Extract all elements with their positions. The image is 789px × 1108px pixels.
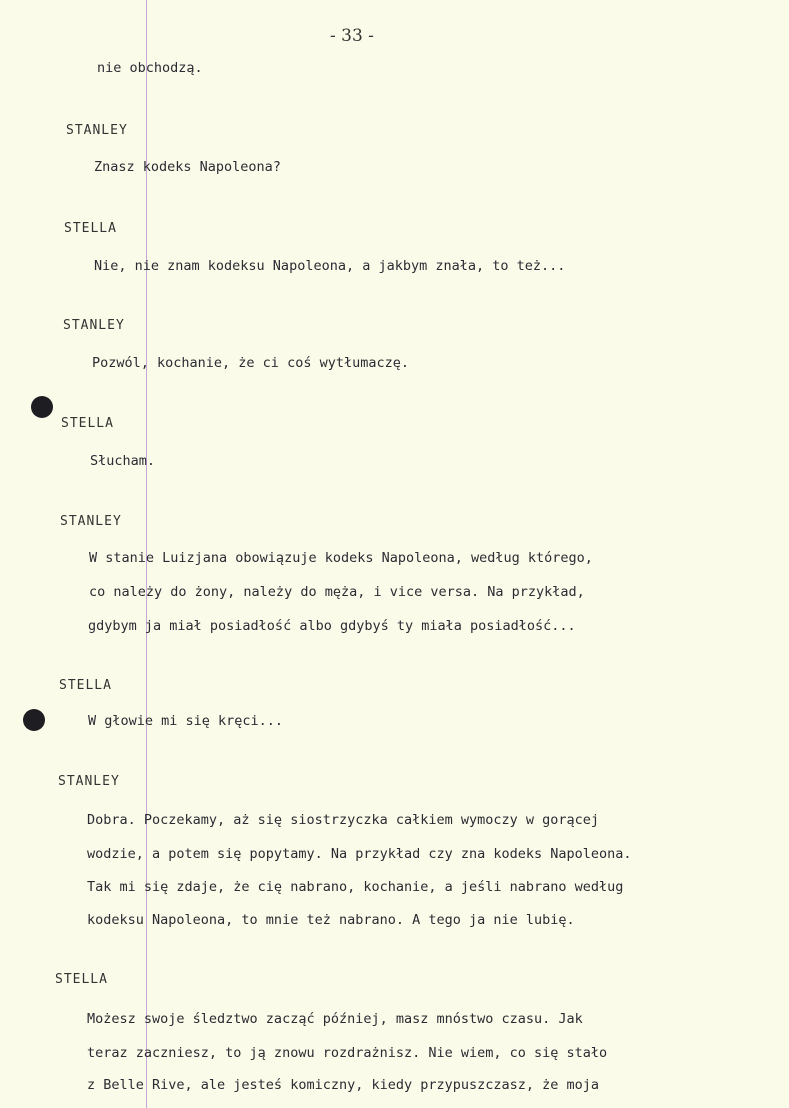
speaker-name: STELLA xyxy=(55,972,108,987)
dialogue-line: Słucham. xyxy=(90,453,156,469)
punch-hole-bottom xyxy=(23,709,45,731)
punch-hole-top xyxy=(31,396,53,418)
dialogue-line: kodeksu Napoleona, to mnie też nabrano. A tego ja nie lubię. xyxy=(87,912,575,928)
dialogue-line: nie obchodzą. xyxy=(97,60,203,76)
dialogue-line: z Belle Rive, ale jesteś komiczny, kiedy przypuszczasz, że moja xyxy=(87,1077,600,1093)
speaker-name: STANLEY xyxy=(58,774,120,789)
dialogue-line: teraz zaczniesz, to ją znowu rozdrażnisz. Nie wiem, co się stało xyxy=(87,1045,608,1061)
dialogue-line: Pozwól, kochanie, że ci coś wytłumaczę. xyxy=(92,355,409,371)
speaker-name: STANLEY xyxy=(60,514,122,529)
speaker-name: STELLA xyxy=(64,221,117,236)
dialogue-line: wodzie, a potem się popytamy. Na przykład czy zna kodeks Napoleona. xyxy=(87,846,632,862)
dialogue-line: Tak mi się zdaje, że cię nabrano, kochanie, a jeśli nabrano według xyxy=(87,879,624,895)
dialogue-line: Nie, nie znam kodeksu Napoleona, a jakbym znała, to też... xyxy=(94,258,566,274)
page-number: - 33 - xyxy=(330,26,374,46)
dialogue-line: gdybym ja miał posiadłość albo gdybyś ty miała posiadłość... xyxy=(88,618,576,634)
dialogue-line: W stanie Luizjana obowiązuje kodeks Napoleona, według którego, xyxy=(89,550,593,566)
dialogue-line: Możesz swoje śledztwo zacząć później, masz mnóstwo czasu. Jak xyxy=(87,1011,583,1027)
dialogue-line: Dobra. Poczekamy, aż się siostrzyczka całkiem wymoczy w gorącej xyxy=(87,812,600,828)
dialogue-line: co należy do żony, należy do męża, i vice versa. Na przykład, xyxy=(89,584,585,600)
dialogue-line: W głowie mi się kręci... xyxy=(88,713,284,729)
speaker-name: STANLEY xyxy=(63,318,125,333)
speaker-name: STANLEY xyxy=(66,123,128,138)
speaker-name: STELLA xyxy=(61,416,114,431)
dialogue-line: Znasz kodeks Napoleona? xyxy=(94,159,281,175)
speaker-name: STELLA xyxy=(59,678,112,693)
